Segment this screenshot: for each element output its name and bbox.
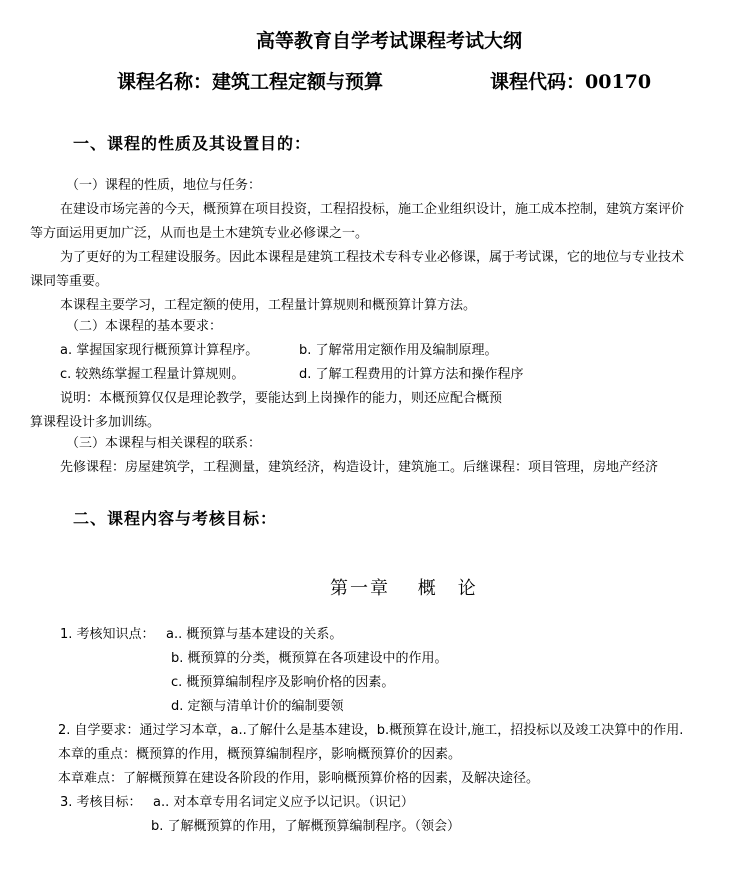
sub-heading-related-courses: （三）本课程与相关课程的联系：: [66, 436, 262, 451]
paragraph-3: 本课程主要学习，工程定额的使用，工程量计算规则和概预算计算方法。: [60, 298, 477, 313]
section-2-heading: 二、课程内容与考核目标：: [73, 509, 278, 528]
course-code: 课程代码：00170: [490, 71, 652, 93]
assessment-goals-label: 3. 考核目标：: [60, 795, 142, 810]
assessment-goal-a: a.. 对本章专用名词定义应予以记识。（识记）: [153, 795, 414, 810]
chapter-key-points: 本章的重点：概预算的作用，概预算编制程序，影响概预算价的因素。: [58, 747, 462, 762]
assessment-point-b: b. 概预算的分类，概预算在各项建设中的作用。: [171, 651, 448, 666]
assessment-points-label: 1. 考核知识点：: [60, 627, 155, 642]
chapter-1-title: 第一章 概 论: [330, 578, 478, 599]
section-1-heading: 一、课程的性质及其设置目的：: [73, 134, 312, 153]
assessment-goal-b: b. 了解概预算的作用，了解概预算编制程序。（领会）: [151, 819, 461, 834]
course-name: 课程名称：建筑工程定额与预算: [117, 71, 384, 93]
assessment-point-a: a.. 概预算与基本建设的关系。: [166, 627, 343, 642]
note-line-1: 说明：本概预算仅仅是理论教学，要能达到上岗操作的能力，则还应配合概预: [60, 391, 503, 406]
self-study-requirements: 2. 自学要求：通过学习本章，a..了解什么是基本建设，b.概预算在设计,施工，招投标以及竣工决算中的作用.: [58, 723, 684, 738]
requirement-b: b. 了解常用定额作用及编制原理。: [299, 343, 498, 358]
paragraph-1-line-2: 等方面运用更加广泛，从而也是土木建筑专业必修课之一。: [30, 226, 369, 241]
sub-heading-nature: （一）课程的性质，地位与任务：: [66, 178, 262, 193]
paragraph-2-line-1: 为了更好的为工程建设服务。因此本课程是建筑工程技术专科专业必修课，属于考试课，它的地位与专业技术: [60, 250, 685, 265]
chapter-difficulties: 本章难点：了解概预算在建设各阶段的作用，影响概预算价格的因素，及解决途径。: [58, 771, 540, 786]
related-courses: 先修课程：房屋建筑学，工程测量，建筑经济，构造设计，建筑施工。后继课程：项目管理，房地产经济: [60, 460, 659, 475]
sub-heading-requirements: （二）本课程的基本要求：: [66, 319, 223, 334]
paragraph-1-line-1: 在建设市场完善的今天，概预算在项目投资，工程招投标，施工企业组织设计，施工成本控制，建筑方案评价: [60, 202, 685, 217]
requirement-c: c. 较熟练掌握工程量计算规则。: [60, 367, 245, 382]
paragraph-2-line-2: 课同等重要。: [30, 274, 109, 289]
requirement-a: a. 掌握国家现行概预算计算程序。: [60, 343, 259, 358]
assessment-point-d: d. 定额与清单计价的编制要领: [171, 699, 344, 714]
note-line-2: 算课程设计多加训练。: [30, 415, 161, 430]
requirement-d: d. 了解工程费用的计算方法和操作程序: [299, 367, 524, 382]
document-title: 高等教育自学考试课程考试大纲: [256, 30, 523, 52]
assessment-point-c: c. 概预算编制程序及影响价格的因素。: [171, 675, 395, 690]
